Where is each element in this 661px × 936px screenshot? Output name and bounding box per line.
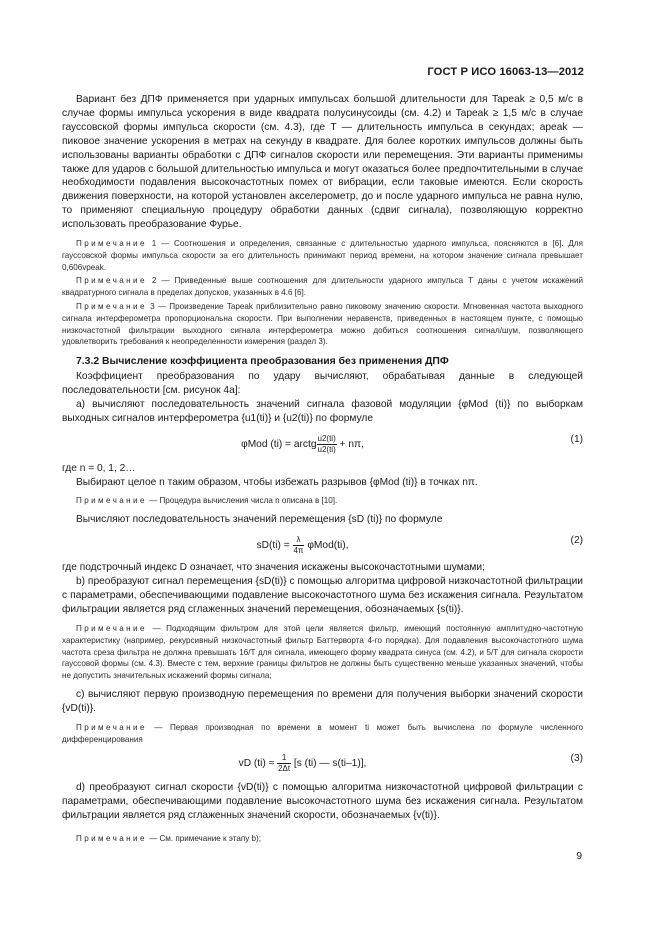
step-a: a) вычисляют последовательность значений сигнала фазовой модуляции {φMod (ti)} по выборкам выходных сигналов интерферометра {u1(ti)} и {u2(ti)} по формуле <box>62 399 583 424</box>
note-text: — Подходящим фильтром для этой цели является фильтр, имеющий постоянную амплитудно-частотную характеристику (например, рекурсивный низкочастотный фильтр Баттерворта 4-го порядка). Для подавления высокочастотного шума частота среза фильтра не должна превышать 16/T для сигнала, имеющего форму квадрата синуса (см. 4.2), и 5/T для сигнала скорости гауссовой формы (см. 4.3). Вместе с тем, верхние границы фильтров не должны быть существенно меньше указанных значений, чтобы не допустить значительных искажений формы сигнала; <box>62 624 583 681</box>
note-label: Примечание <box>76 834 147 844</box>
formula-1-lhs: φMod (ti) = arctg <box>241 439 317 451</box>
document-header: ГОСТ Р ИСО 16063-13—2012 <box>427 66 584 78</box>
choose-n-text: Выбирают целое n таким образом, чтобы избежать разрывов {φMod (ti)} в точках nπ. <box>76 476 478 488</box>
note-text: — Первая производная по времени в момент ti может быть вычислена по формуле численного дифференцирования <box>62 722 584 744</box>
fraction-denominator: 4π <box>293 546 304 556</box>
note-text: — Произведение Tapeak приблизительно равно пиковому значению скорости. Мгновенная частота выходного сигнала интерферометра пропорциональна скорости. При выполнении неравенств, приведенных в настоящем пункте, с помощью низкочастотной фильтрации выходного сигнала интерферометра можно добиться соотношения сигнал/шум, позволяющего удовлетворить требования к неопределенности измерения (раздел 3). <box>62 302 584 347</box>
note-4 <box>62 495 583 507</box>
formula-3-rhs: [s (ti) — s(ti–1)], <box>293 758 367 770</box>
formula-3-lhs: vD (ti) ≈ <box>238 758 275 770</box>
formula-3-expression <box>62 753 543 774</box>
note-label: Примечание <box>76 495 147 505</box>
note-text: — Приведенные выше соотношения для длительности ударного импульса T даны с учетом искажений квадратурного сигнала в пределах допусков, указанных в 4.6 [6]. <box>62 276 583 298</box>
formula-3-fraction <box>277 753 291 774</box>
formula-1-number: (1) <box>570 433 583 445</box>
fraction-numerator: λ <box>293 535 305 546</box>
note-2 <box>62 275 583 299</box>
note-1 <box>62 238 583 273</box>
formula-3 <box>62 745 583 775</box>
formula-1-expression <box>62 434 543 455</box>
section-intro: Коэффициент преобразования по удару вычисляют, обрабатывая данные в следующей последовательности [см. рисунок 4а]: <box>62 371 583 397</box>
note-7 <box>62 833 583 845</box>
note-text: — См. примечание к этапу b); <box>149 834 262 844</box>
where-d-text: где подстрочный индекс D означает, что значения искажены высокочастотными шумами; <box>62 562 485 574</box>
formula-2-number: (2) <box>570 535 583 547</box>
formula-1 <box>62 426 583 456</box>
note-number: 2 <box>151 276 157 286</box>
step-b: b) преобразуют сигнал перемещения {sD(ti)} с помощью алгоритма цифровой низкочастотной фильтрации с параметрами, обеспечивающими подавление высокочастотного шума без искажения сигнала. Результатом фильтрации является ряд сглаженных значений перемещения, обозначаемых {s(ti)}. <box>62 576 583 616</box>
step-c: c) вычисляют первую производную перемещения по времени для получения выборки значений скорости {vD(ti)}. <box>62 688 583 714</box>
fraction-numerator: u2(ti) <box>317 433 336 443</box>
note-6 <box>62 722 583 746</box>
document-body <box>62 93 583 845</box>
formula-2-lhs: sD(ti) = <box>256 540 290 552</box>
formula-2-fraction <box>293 535 305 556</box>
where-n-text: где n = 0, 1, 2… <box>62 462 136 474</box>
calc-displacement-text: Вычисляют последовательность значений перемещения {sD (ti)} по формуле <box>76 514 443 526</box>
step-d: d) преобразуют сигнал скорости {vD(ti)} с помощью алгоритма низкочастотной цифровой фильтрации с параметрами, обеспечивающими подавление высокочастотного шума без искажения сигнала. Результатом фильтрации является ряд сглаженных значений скорости, обозначаемых {v(ti)}. <box>62 782 583 822</box>
note-label: Примечание <box>76 624 147 633</box>
note-text: — Соотношения и определения, связанные с длительностью ударного импульса, поясняются в [6]. Для гауссовской формы импульса скорости за его длительность принимают период времени, на котором значение сигнала превышает 0,606vpeak. <box>62 239 583 272</box>
note-text: — Процедура вычисления числа n описана в [10]. <box>149 495 338 505</box>
note-label: Примечание <box>76 276 147 286</box>
note-3 <box>62 301 583 348</box>
paragraph-variant-without-dft: Вариант без ДПФ применяется при ударных импульсах большой длительности для Tapeak ≥ 0,5 м/с в случае формы импульса ускорения в виде квадрата полусинусоиды (см. 4.2) и Tapeak ≥ 1,5 м/с в случае гауссовской формы импульса скорости (см. 4.3), где T — длительность импульса в секундах; apeak — пиковое значение ускорения в метрах на секунду в квадрате. Для более коротких импульсов должны быть использованы варианты обработки с ДПФ сигналов скорости или перемещения. Эти варианты применимы также для ударов с большой длительностью импульса и могут оказаться более предпочтительными в случае необходимости подавления высокочастотных помех от вибрации, если таковые имеются. Если скорость движения поверхности, на которой установлен акселерометр, до и после ударного импульса не равна нулю, то применяют специальную процедуру обработки данных (сдвиг сигнала), позволяющую корректно использовать преобразование Фурье. <box>62 94 583 231</box>
formula-1-rhs: + nπ, <box>339 439 364 451</box>
formula-2-expression <box>62 535 543 556</box>
formula-3-number: (3) <box>570 753 583 765</box>
note-number: 1 <box>151 239 157 249</box>
page-number: 9 <box>576 851 582 862</box>
fraction-numerator: 1 <box>277 753 291 764</box>
note-label: Примечание <box>76 722 147 732</box>
note-number: 3 <box>150 302 155 312</box>
fraction-denominator: u2(ti) <box>317 444 336 454</box>
section-heading: 7.3.2 Вычисление коэффициента преобразования без применения ДПФ <box>76 356 449 368</box>
formula-1-fraction <box>317 434 337 455</box>
formula-2 <box>62 527 583 557</box>
note-label: Примечание <box>76 239 147 249</box>
formula-2-rhs: φMod(ti), <box>307 540 349 552</box>
fraction-denominator: 2Δt <box>278 764 291 774</box>
note-label: Примечание <box>76 302 147 312</box>
note-5 <box>62 623 583 682</box>
